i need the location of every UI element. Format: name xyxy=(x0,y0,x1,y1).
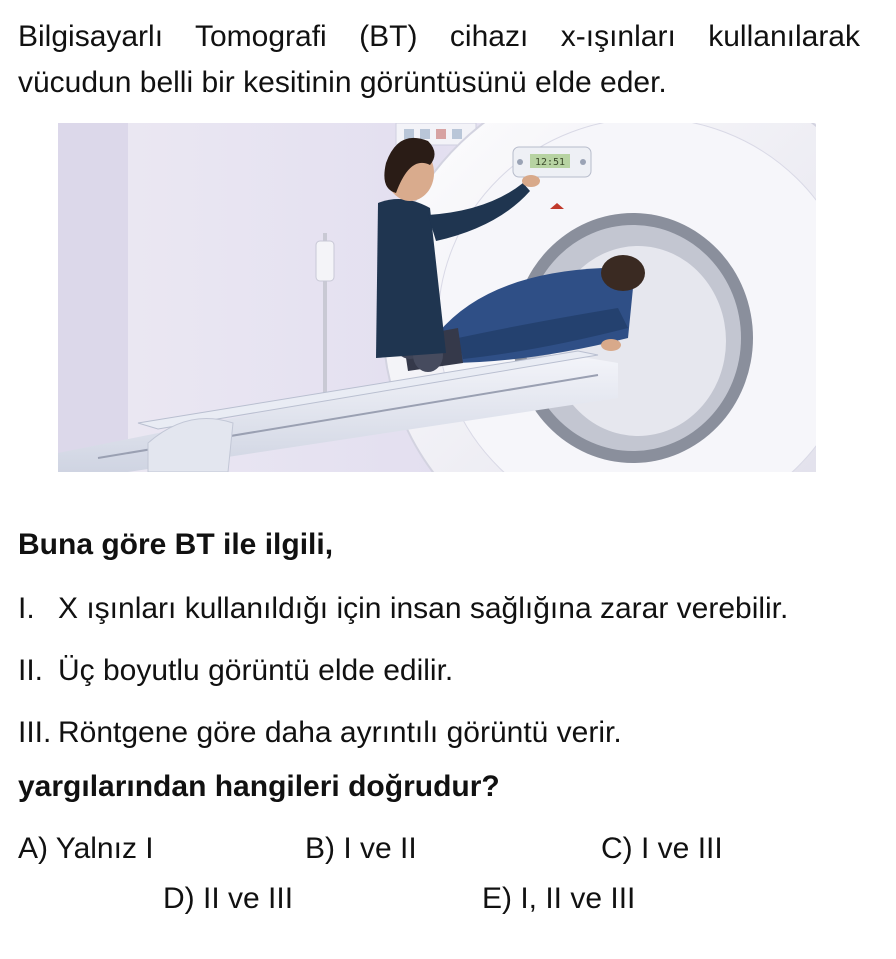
option-letter: C) xyxy=(601,832,633,865)
option-letter: E) xyxy=(482,882,512,915)
statement-text: Röntgene göre daha ayrıntılı görüntü verir. xyxy=(58,716,622,749)
option-text: I, II ve III xyxy=(520,882,636,915)
option-text: II ve III xyxy=(203,882,294,915)
option-text: I ve II xyxy=(343,832,417,865)
option-a[interactable] xyxy=(18,832,154,866)
statement-1 xyxy=(18,592,788,626)
option-letter: D) xyxy=(163,882,195,915)
statement-2 xyxy=(18,654,453,688)
ct-scanner-photo xyxy=(58,123,816,472)
statement-number: I. xyxy=(18,592,35,625)
ct-scanner-illustration xyxy=(58,123,816,472)
option-b[interactable] xyxy=(305,832,417,866)
option-e[interactable] xyxy=(482,882,635,916)
option-text: I ve III xyxy=(641,832,723,865)
question-text: yargılarından hangileri doğrudur? xyxy=(18,770,500,803)
statement-number: II. xyxy=(18,654,44,687)
statement-number: III. xyxy=(18,716,52,749)
intro-paragraph: Bilgisayarlı Tomografi (BT) cihazı x-ışınları kullanılarak vücudun belli bir kesitinin görüntüsünü elde eder. xyxy=(18,20,860,99)
statement-text: X ışınları kullanıldığı için insan sağlığına zarar verebilir. xyxy=(58,592,789,625)
option-c[interactable] xyxy=(601,832,723,866)
option-text: Yalnız I xyxy=(55,832,154,865)
statement-3 xyxy=(18,716,622,750)
panel-readout: 12:51 xyxy=(534,157,566,168)
statement-text: Üç boyutlu görüntü elde edilir. xyxy=(58,654,454,687)
option-letter: B) xyxy=(305,832,335,865)
option-letter: A) xyxy=(18,832,48,865)
option-d[interactable] xyxy=(163,882,293,916)
question-prompt: Buna göre BT ile ilgili, xyxy=(18,528,334,561)
